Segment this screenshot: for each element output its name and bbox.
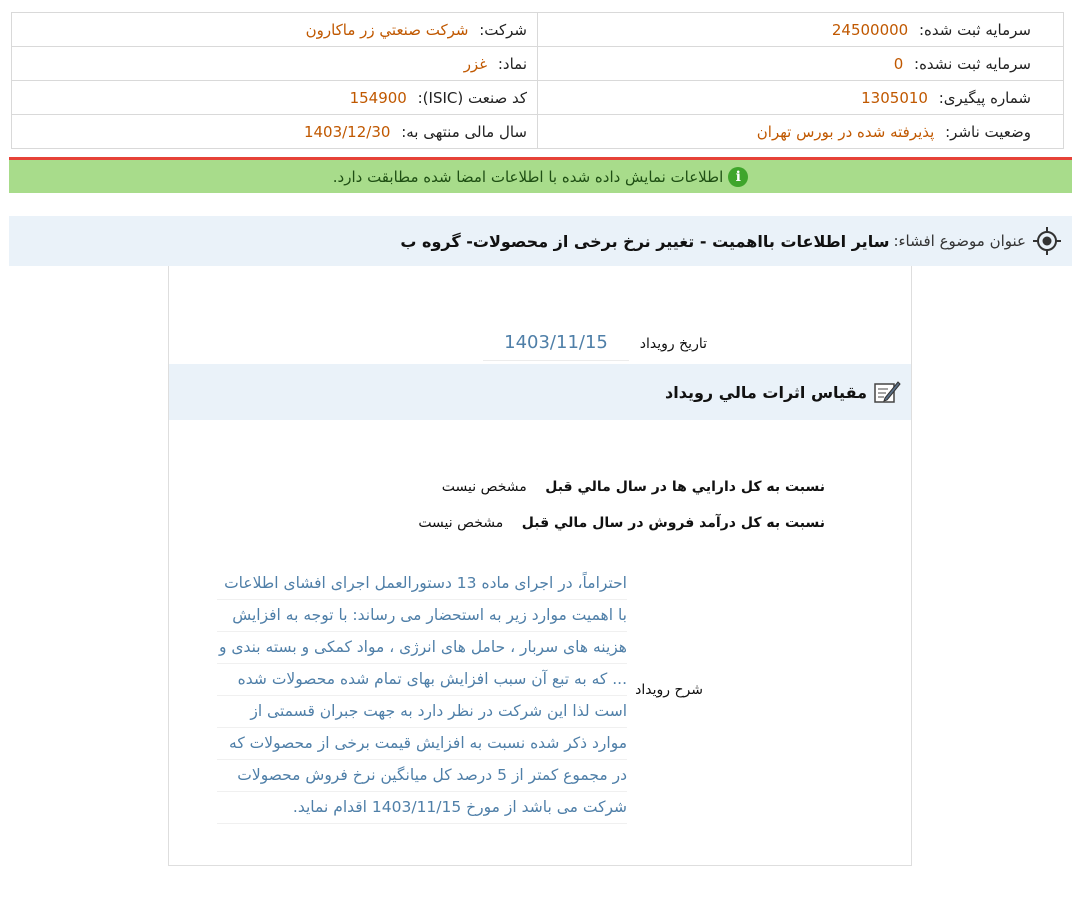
publisher-status-cell — [538, 115, 1064, 149]
publisher-status-value: پذیرفته شده در بورس تهران — [756, 122, 935, 141]
unregistered-capital-cell — [538, 47, 1064, 81]
ratio-label: نسبت به کل درآمد فروش در سال مالي قبل — [521, 515, 825, 531]
info-row — [12, 47, 1064, 81]
company-label: شرکت: — [479, 20, 527, 39]
company-cell — [12, 13, 538, 47]
info-icon: i — [728, 167, 748, 187]
description-line: احتراماً، در اجرای ماده 13 دستورالعمل اجرای افشای اطلاعات — [217, 568, 627, 600]
subject-label: عنوان موضوع افشاء: — [893, 232, 1026, 250]
fiscal-year-label: سال مالی منتهی به: — [401, 122, 527, 141]
ratio-value: مشخص نيست — [441, 479, 527, 495]
edit-icon — [873, 379, 901, 405]
info-row — [12, 81, 1064, 115]
ratio-value: مشخص نيست — [418, 515, 504, 531]
notice-text: اطلاعات نمایش داده شده با اطلاعات امضا شده مطابقت دارد. — [332, 167, 724, 186]
description-label: شرح رويداد — [635, 682, 703, 698]
subject-bar — [9, 216, 1072, 266]
description-line: هزینه های سربار ، حامل های انرژی ، مواد کمکی و بسته بندی و — [217, 632, 627, 664]
fiscal-year-cell — [12, 115, 538, 149]
verification-notice — [9, 160, 1072, 193]
description-line: شرکت می باشد از مورخ 1403/11/15 اقدام نماید. — [217, 792, 627, 824]
description-line: با اهمیت موارد زیر به استحضار می رساند: با توجه به افزایش — [217, 600, 627, 632]
symbol-value[interactable]: غزر — [463, 54, 488, 73]
financial-effects-header — [169, 364, 911, 420]
isic-label: کد صنعت (ISIC): — [417, 88, 527, 107]
info-row — [12, 115, 1064, 149]
tracking-value: 1305010 — [861, 88, 928, 107]
tracking-label: شماره پیگیری: — [938, 88, 1031, 107]
unregistered-capital-value: 0 — [893, 54, 904, 73]
event-date-value: 1403/11/15 — [483, 328, 629, 361]
subject-title: ساير اطلاعات بااهميت - تغيير نرخ برخی از محصولات- گروه ب — [400, 231, 890, 251]
fiscal-year-value: 1403/12/30 — [303, 122, 391, 141]
isic-cell — [12, 81, 538, 115]
description-line: موارد ذکر شده نسبت به افزایش قیمت برخی از محصولات که — [217, 728, 627, 760]
financial-effects-title: مقياس اثرات مالي رويداد — [665, 382, 867, 402]
ratio-row-assets — [442, 479, 825, 495]
symbol-label: نماد: — [497, 54, 527, 73]
info-row — [12, 13, 1064, 47]
tracking-cell — [538, 81, 1064, 115]
registered-capital-value: 24500000 — [831, 20, 909, 39]
publisher-status-label: وضعیت ناشر: — [945, 122, 1031, 141]
company-info-table — [11, 12, 1064, 149]
unregistered-capital-label: سرمایه ثبت نشده: — [914, 54, 1031, 73]
event-panel — [168, 266, 912, 866]
ratio-row-revenue — [418, 515, 825, 531]
event-date-label: تاريخ رويداد — [639, 336, 707, 352]
registered-capital-cell — [538, 13, 1064, 47]
description-line: ... که به تبع آن سبب افزایش بهای تمام شده محصولات شده — [217, 664, 627, 696]
ratio-label: نسبت به کل دارايي ها در سال مالي قبل — [545, 479, 825, 495]
target-icon — [1032, 226, 1062, 256]
symbol-cell — [12, 47, 538, 81]
description-line: در مجموع کمتر از 5 درصد کل میانگین نرخ فروش محصولات — [217, 760, 627, 792]
registered-capital-label: سرمایه ثبت شده: — [919, 20, 1031, 39]
company-value[interactable]: شرکت صنعتي زر ماکارون — [305, 20, 469, 39]
isic-value: 154900 — [349, 88, 407, 107]
description-line: است لذا این شرکت در نظر دارد به جهت جبران قسمتی از — [217, 696, 627, 728]
description-text — [217, 568, 627, 824]
